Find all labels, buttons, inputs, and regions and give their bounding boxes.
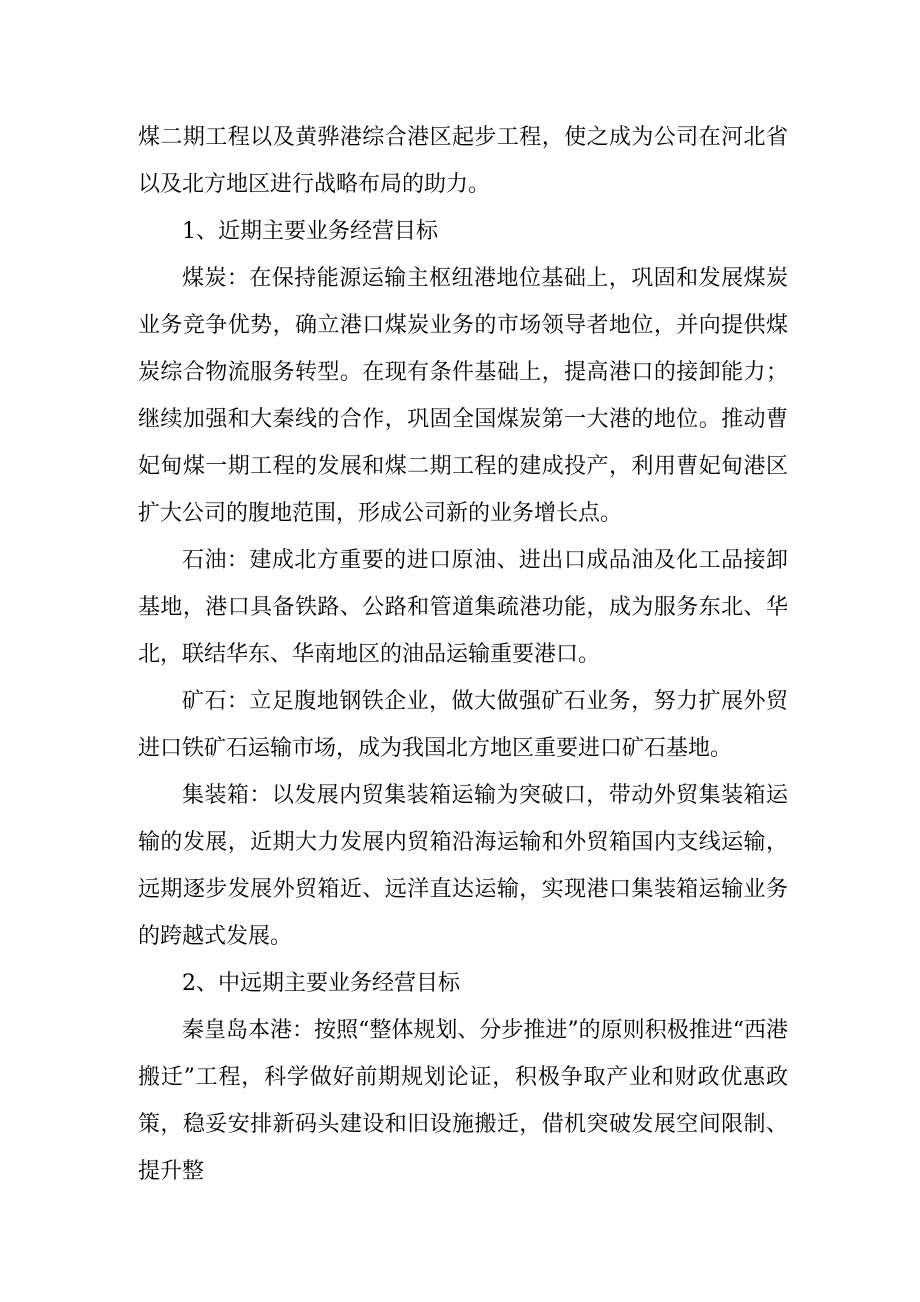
paragraph-ore: 矿石：立足腹地钢铁企业，做大做强矿石业务，努力扩展外贸进口铁矿石运输市场，成为我国北方地区重要进口矿石基地。 [138, 689, 788, 761]
document-body [138, 114, 788, 1195]
paragraph-coal: 煤炭：在保持能源运输主枢纽港地位基础上，巩固和发展煤炭业务竞争优势，确立港口煤炭业务的市场领导者地位，并向提供煤炭综合物流服务转型。在现有条件基础上，提高港口的接卸能力；继续加强和大秦线的合作，巩固全国煤炭第一大港的地位。推动曹妃甸煤一期工程的发展和煤二期工程的建成投产，利用曹妃甸港区扩大公司的腹地范围，形成公司新的业务增长点。 [138, 266, 788, 526]
paragraph-continuation: 煤二期工程以及黄骅港综合港区起步工程，使之成为公司在河北省以及北方地区进行战略布局的助力。 [138, 125, 788, 197]
section-heading-near-term-goals: 1、近期主要业务经营目标 [182, 219, 438, 244]
paragraph-oil: 石油：建成北方重要的进口原油、进出口成品油及化工品接卸基地，港口具备铁路、公路和管道集疏港功能，成为服务东北、华北，联结华东、华南地区的油品运输重要港口。 [138, 548, 788, 667]
section-heading-long-term-goals: 2、中远期主要业务经营目标 [182, 971, 460, 996]
paragraph-qinhuangdao-port: 秦皇岛本港：按照“整体规划、分步推进”的原则积极推进“西港搬迁”工程，科学做好前期规划论证，积极争取产业和财政优惠政策，稳妥安排新码头建设和旧设施搬迁，借机突破发展空间限制、提升整 [138, 1018, 788, 1184]
paragraph-container: 集装箱：以发展内贸集装箱运输为突破口，带动外贸集装箱运输的发展，近期大力发展内贸箱沿海运输和外贸箱国内支线运输，远期逐步发展外贸箱近、远洋直达运输，实现港口集装箱运输业务的跨越式发展。 [138, 783, 788, 949]
